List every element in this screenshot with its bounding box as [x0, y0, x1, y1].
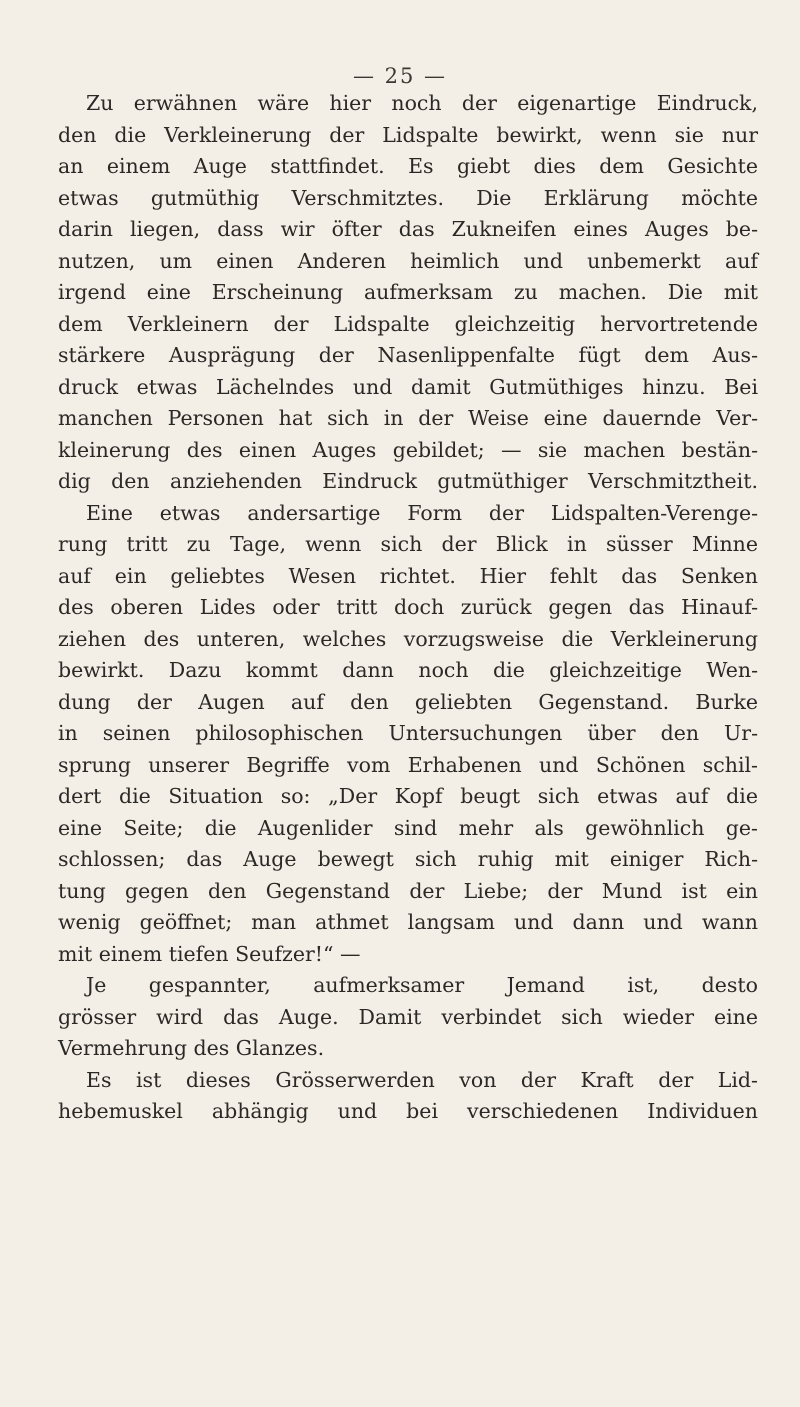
text-line: sprung unserer Begriffe vom Erhabenen und Schönen schil-: [58, 752, 758, 777]
text-line: Zu erwähnen wäre hier noch der eigenartige Eindruck,: [86, 91, 758, 115]
text-line: rung tritt zu Tage, wenn sich der Blick in süsser Minne: [58, 532, 758, 556]
text-line: mit einem tiefen Seufzer!“ —: [58, 941, 361, 966]
text-line: hebemuskel abhängig und bei verschiedenen Individuen: [58, 1099, 758, 1123]
text-line: irgend eine Erscheinung aufmerksam zu machen. Die mit: [58, 280, 758, 304]
text-line: manchen Personen hat sich in der Weise eine dauernde Ver-: [58, 406, 758, 430]
body-text: [58, 88, 758, 1128]
text-line: stärkere Ausprägung der Nasenlippenfalte fügt dem Aus-: [58, 343, 758, 367]
text-line: ziehen des unteren, welches vorzugsweise die Verkleinerung: [58, 626, 758, 651]
text-line: wenig geöffnet; man athmet langsam und dann und wann: [58, 910, 758, 934]
text-line: in seinen philosophischen Untersuchungen über den Ur-: [58, 721, 758, 745]
text-line: Es ist dieses Grösserwerden von der Kraft der Lid-: [86, 1067, 758, 1092]
text-line: tung gegen den Gegenstand der Liebe; der Mund ist ein: [58, 878, 758, 903]
text-line: den die Verkleinerung der Lidspalte bewirkt, wenn sie nur: [58, 122, 758, 147]
text-line: Je gespannter, aufmerksamer Jemand ist, desto: [86, 973, 758, 997]
text-line: an einem Auge stattfindet. Es giebt dies dem Gesichte: [58, 154, 758, 178]
text-line: Eine etwas andersartige Form der Lidspalten-Verenge-: [86, 500, 758, 525]
text-line: auf ein geliebtes Wesen richtet. Hier fehlt das Senken: [58, 563, 758, 588]
text-line: des oberen Lides oder tritt doch zurück gegen das Hinauf-: [58, 595, 758, 619]
text-line: darin liegen, dass wir öfter das Zukneifen eines Auges be-: [58, 217, 758, 241]
page-number: — 25 —: [352, 64, 448, 88]
text-line: bewirkt. Dazu kommt dann noch die gleichzeitige Wen-: [58, 658, 758, 682]
text-line: Vermehrung des Glanzes.: [58, 1036, 325, 1060]
text-line: schlossen; das Auge bewegt sich ruhig mit einiger Rich-: [58, 847, 758, 871]
text-line: nutzen, um einen Anderen heimlich und unbemerkt auf: [58, 248, 758, 273]
text-line: grösser wird das Auge. Damit verbindet sich wieder eine: [58, 1004, 758, 1029]
text-line: dem Verkleinern der Lidspalte gleichzeitig hervortretende: [58, 311, 758, 336]
text-line: dert die Situation so: „Der Kopf beugt sich etwas auf die: [58, 784, 758, 808]
text-line: eine Seite; die Augenlider sind mehr als gewöhnlich ge-: [58, 815, 758, 840]
text-line: etwas gutmüthig Verschmitztes. Die Erklärung möchte: [58, 185, 758, 210]
text-line: dig den anziehenden Eindruck gutmüthiger Verschmitztheit.: [58, 469, 758, 493]
text-line: dung der Augen auf den geliebten Gegenstand. Burke: [58, 689, 758, 714]
text-line: druck etwas Lächelndes und damit Gutmüthiges hinzu. Bei: [58, 374, 758, 399]
text-line: kleinerung des einen Auges gebildet; — sie machen bestän-: [58, 437, 758, 462]
